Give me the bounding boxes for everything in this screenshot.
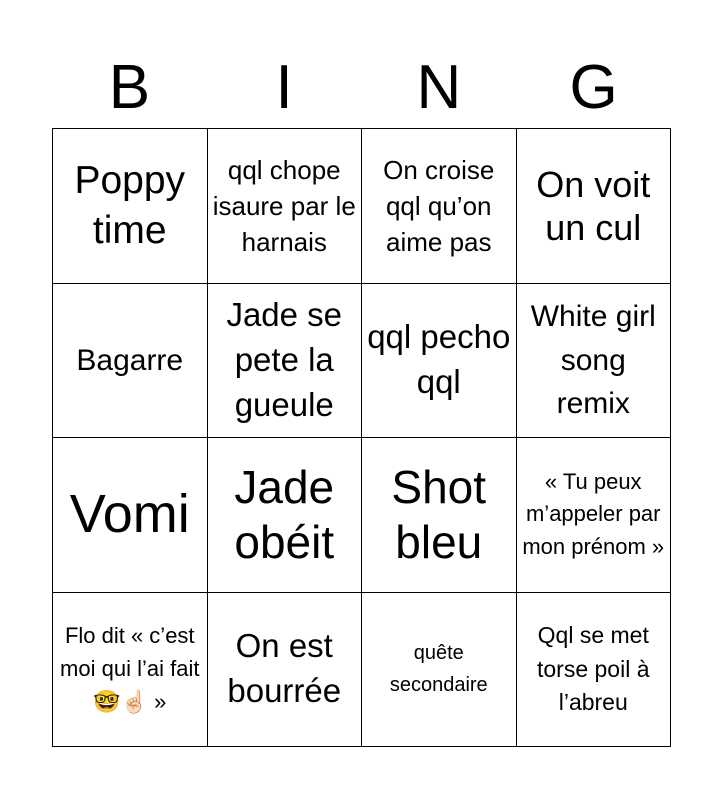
bingo-cell[interactable] xyxy=(208,593,363,748)
cell-text: Qql se met torse poil à l’abreu xyxy=(536,622,650,715)
bingo-cell[interactable] xyxy=(53,438,208,593)
bingo-cell[interactable] xyxy=(517,284,672,439)
bingo-cell[interactable] xyxy=(517,129,672,284)
cell-text: On voit un cul xyxy=(536,163,651,248)
bingo-cell[interactable] xyxy=(208,284,363,439)
cell-text: qql pecho qql xyxy=(367,318,511,401)
cell-text: Flo dit « c’est moi qui l’ai fait 🤓☝🏻 » xyxy=(60,623,200,714)
cell-text: Jade se pete la gueule xyxy=(226,295,343,423)
cell-text: Jade obéit xyxy=(234,460,335,568)
cell-text: White girl song remix xyxy=(530,300,656,420)
bingo-cell[interactable] xyxy=(362,593,517,748)
cell-text: quête secondaire xyxy=(389,642,488,697)
cell-text: « Tu peux m’appeler par mon prénom » xyxy=(522,468,665,560)
header-letter-n: N xyxy=(416,53,462,122)
bingo-cell[interactable] xyxy=(53,593,208,748)
cell-text: Vomi xyxy=(69,484,190,544)
cell-text: Bagarre xyxy=(76,343,184,377)
bingo-cell[interactable] xyxy=(362,438,517,593)
bingo-cell[interactable] xyxy=(517,438,672,593)
bingo-cell[interactable] xyxy=(362,129,517,284)
bingo-cell[interactable] xyxy=(208,129,363,284)
bingo-cell[interactable] xyxy=(53,129,208,284)
bingo-cell[interactable] xyxy=(208,438,363,593)
bingo-cell[interactable] xyxy=(53,284,208,439)
cell-text: qql chope isaure par le harnais xyxy=(212,154,356,257)
header-letter-i: I xyxy=(275,53,293,122)
bingo-cell[interactable] xyxy=(362,284,517,439)
header-letter-g: G xyxy=(569,53,618,122)
cell-text: Shot bleu xyxy=(391,460,487,568)
header-letter-b: B xyxy=(108,53,151,122)
bingo-grid xyxy=(52,128,671,747)
cell-text: On croise qql qu’on aime pas xyxy=(383,154,495,257)
bingo-header xyxy=(52,48,671,128)
cell-text: On est bourrée xyxy=(227,627,342,710)
cell-text: Poppy time xyxy=(74,158,186,252)
bingo-cell[interactable] xyxy=(517,593,672,748)
